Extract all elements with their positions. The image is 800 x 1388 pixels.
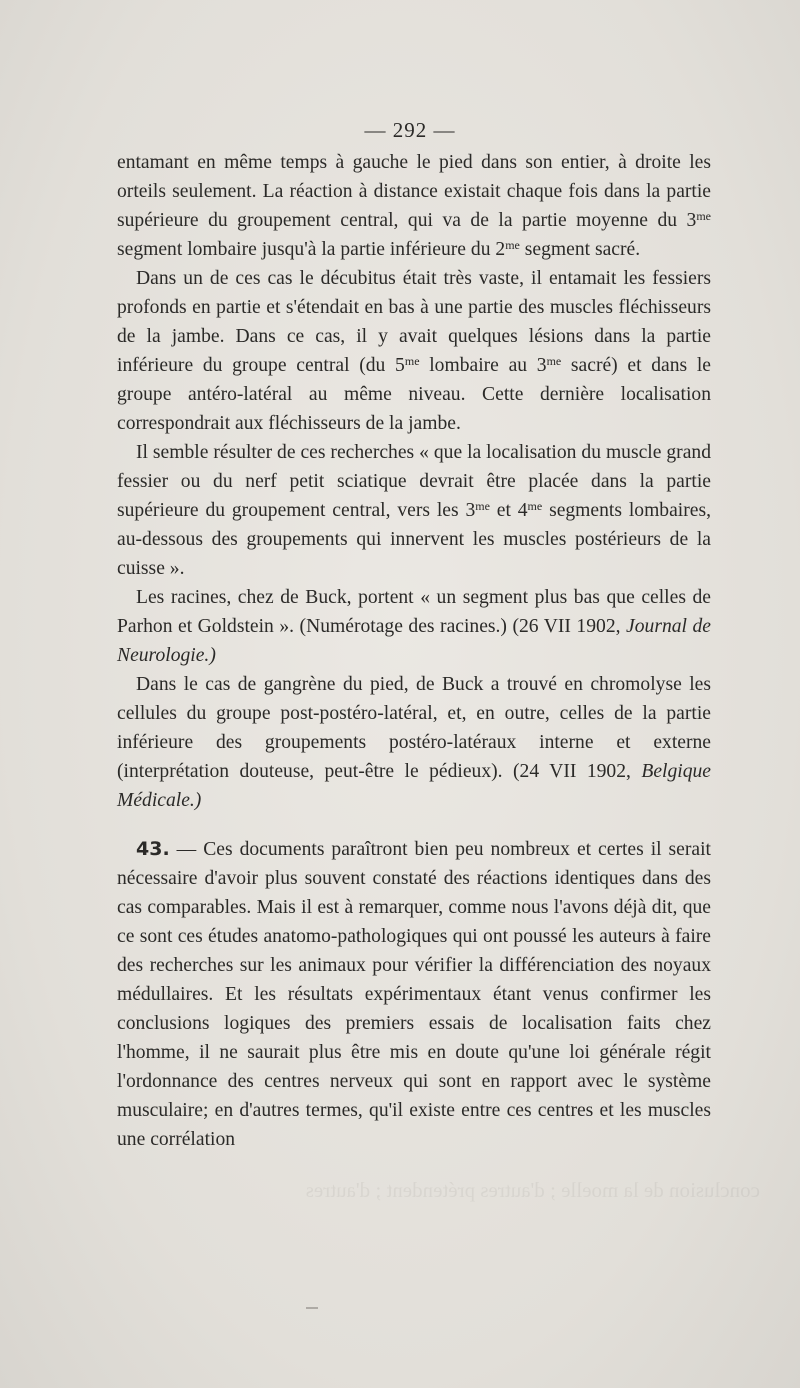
- paragraph-1: entamant en même temps à gauche le pied dans son entier, à droite les orteils seulement. La réaction à distance existait chaque fois dans la partie supérieure du groupement central, qui va de la partie moyenne du $3^{me}$ segment lombaire jusqu'à la partie inférieure du $2^{me}$ segment sacré.: [117, 152, 711, 260]
- body-text: [117, 148, 711, 1154]
- paragraph-2: Dans un de ces cas le décubitus était très vaste, il entamait les fessiers profonds en partie et s'étendait en bas à une partie des muscles fléchisseurs de la jambe. Dans ce cas, il y avait quelques lésions dans la partie inférieure du groupe central (du $5^{me}$ lombaire au $3^{me}$ sacré) et dans le groupe antéro-latéral au même niveau. Cette dernière localisation correspondrait aux fléchisseurs de la jambe.: [117, 268, 711, 434]
- paragraph-4: Les racines, chez de Buck, portent « un segment plus bas que celles de Parhon et Goldstein ». (Numérotage des racines.) (26 VII 1902, Journal de Neurologie.): [117, 587, 711, 666]
- journal-citation: Journal de Neurologie.): [117, 616, 711, 666]
- paragraph-5: Dans le cas de gangrène du pied, de Buck a trouvé en chromolyse les cellules du groupe post-postéro-latéral, et, en outre, celles de la partie inférieure des groupements postéro-latéraux interne et externe (interprétation douteuse, peut-être le pédieux). (24 VII 1902, Belgique Médicale.): [117, 674, 711, 811]
- bleed-through-text: conclusion de la moelle ; d'autres prétendent ; d'autres: [305, 1178, 760, 1202]
- paragraph-section-43: 43. — Ces documents paraîtront bien peu nombreux et certes il serait nécessaire d'avoir plus souvent constaté des réactions identiques dans des cas comparables. Mais il est à remarquer, comme nous l'avons déjà dit, que ce sont ces études anatomo-pathologiques qui ont poussé les auteurs à faire des recherches sur les animaux pour vérifier la différenciation des noyaux médullaires. Et les résultats expérimentaux étant venus confirmer les conclusions logiques des premiers essais de localisation faits chez l'homme, il ne saurait plus être mis en doute qu'une loi générale régit l'ordonnance des centres nerveux qui sont en rapport avec le système musculaire; en d'autres termes, qu'il existe entre ces centres et les muscles une corrélation: [117, 838, 711, 1150]
- section-number: 43.: [136, 838, 170, 860]
- page-number: — 292 —: [364, 118, 456, 142]
- journal-citation: Belgique Médicale.): [117, 761, 711, 811]
- bottom-mark: [306, 1307, 318, 1309]
- paragraph-3: Il semble résulter de ces recherches « que la localisation du muscle grand fessier ou du nerf petit sciatique devrait être placée dans la partie supérieure du groupement central, vers les $3^{me}$ et $4^{me}$ segments lombaires, au-dessous des groupements qui innervent les muscles postérieurs de la cuisse ».: [117, 442, 711, 579]
